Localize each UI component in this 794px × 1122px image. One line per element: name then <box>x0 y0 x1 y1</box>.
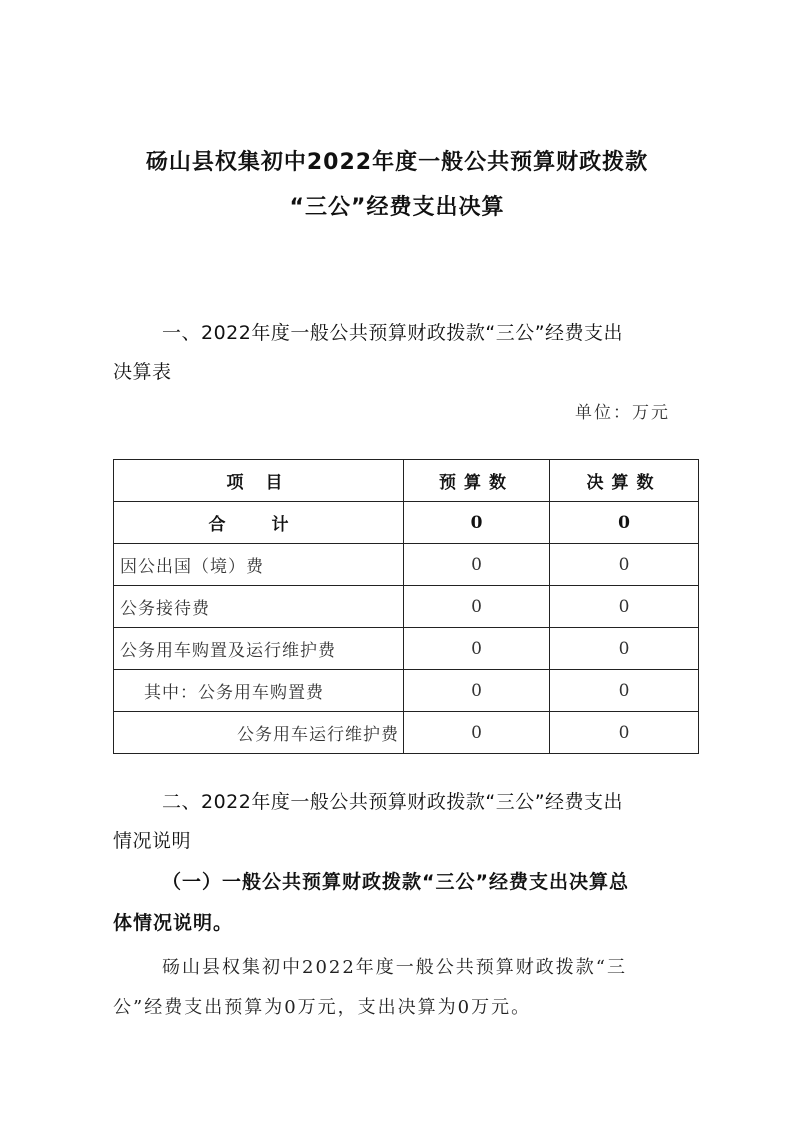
row-budget-value: 0 <box>404 670 550 712</box>
row-actual-value: 0 <box>550 712 699 754</box>
row-budget-value: 0 <box>404 712 550 754</box>
row-budget-value: 0 <box>404 628 550 670</box>
document-title-line-2: “三公”经费支出决算 <box>289 195 505 220</box>
table-row <box>114 544 699 586</box>
row-label: 公务用车运行维护费 <box>114 712 404 754</box>
row-actual-value: 0 <box>550 670 699 712</box>
row-label: 其中：公务用车购置费 <box>114 670 404 712</box>
row-budget-value: 0 <box>404 502 550 544</box>
table-header-row <box>114 460 699 502</box>
row-budget-value: 0 <box>404 544 550 586</box>
row-label: 合 计 <box>114 502 404 544</box>
section-1-heading-line-2: 决算表 <box>113 361 172 383</box>
subsection-heading-line-2: 体情况说明。 <box>113 912 234 934</box>
row-label: 公务用车购置及运行维护费 <box>114 628 404 670</box>
row-budget-value: 0 <box>404 586 550 628</box>
section-1-heading-line-1: 一、2022年度一般公共预算财政拨款“三公”经费支出 <box>162 322 624 344</box>
row-label: 因公出国（境）费 <box>114 544 404 586</box>
body-paragraph-line-2: 公”经费支出预算为0万元，支出决算为0万元。 <box>113 997 532 1018</box>
column-header-budget: 预算数 <box>404 460 550 502</box>
column-header-item: 项 目 <box>114 460 404 502</box>
column-header-actual: 决算数 <box>550 460 699 502</box>
row-actual-value: 0 <box>550 586 699 628</box>
three-public-expenses-table <box>113 459 699 754</box>
row-label: 公务接待费 <box>114 586 404 628</box>
section-2-heading-line-1: 二、2022年度一般公共预算财政拨款“三公”经费支出 <box>162 791 624 813</box>
table-row <box>114 628 699 670</box>
row-actual-value: 0 <box>550 502 699 544</box>
section-2-heading-line-2: 情况说明 <box>113 830 192 852</box>
table-row <box>114 586 699 628</box>
subsection-heading-line-1: （一）一般公共预算财政拨款“三公”经费支出决算总 <box>162 871 629 893</box>
table-row <box>114 712 699 754</box>
table-row <box>114 670 699 712</box>
body-paragraph-line-1: 砀山县权集初中2022年度一般公共预算财政拨款“三 <box>162 957 628 978</box>
row-actual-value: 0 <box>550 544 699 586</box>
document-title-line-1: 砀山县权集初中2022年度一般公共预算财政拨款 <box>145 150 649 175</box>
row-actual-value: 0 <box>550 628 699 670</box>
table-row-total <box>114 502 699 544</box>
unit-label: 单位：万元 <box>575 403 670 423</box>
